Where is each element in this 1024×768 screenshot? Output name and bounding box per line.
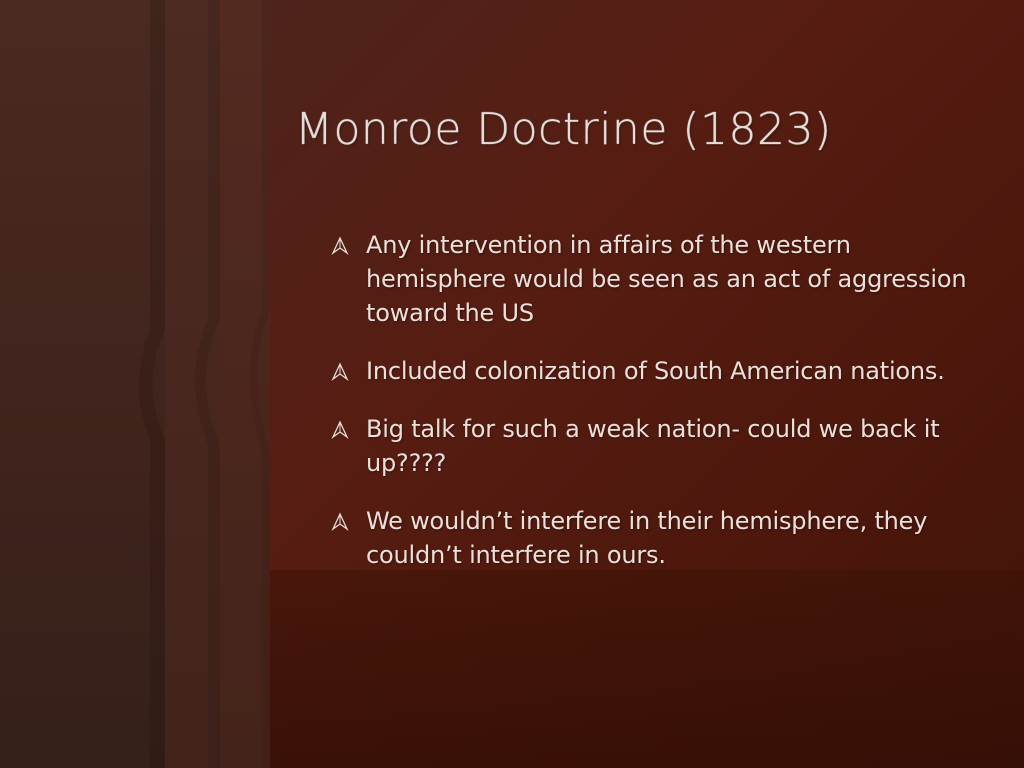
bullet-item [330, 228, 970, 330]
bullet-text: We wouldn’t interfere in their hemisphere, they couldn’t interfere in ours. [366, 507, 928, 569]
decorative-wave-shape [0, 0, 300, 768]
bullet-item [330, 354, 970, 388]
arrowhead-bullet-icon [330, 236, 350, 256]
arrowhead-bullet-icon [330, 420, 350, 440]
bullet-list [330, 228, 970, 596]
bullet-text: Any intervention in affairs of the western hemisphere would be seen as an act of aggression toward the US [366, 231, 967, 327]
slide-title: Monroe Doctrine (1823) [295, 104, 832, 155]
bullet-text: Included colonization of South American nations. [366, 357, 945, 385]
arrowhead-bullet-icon [330, 512, 350, 532]
arrowhead-bullet-icon [330, 362, 350, 382]
bullet-item [330, 412, 970, 480]
bullet-text: Big talk for such a weak nation- could we back it up???? [366, 415, 940, 477]
bullet-item [330, 504, 970, 572]
